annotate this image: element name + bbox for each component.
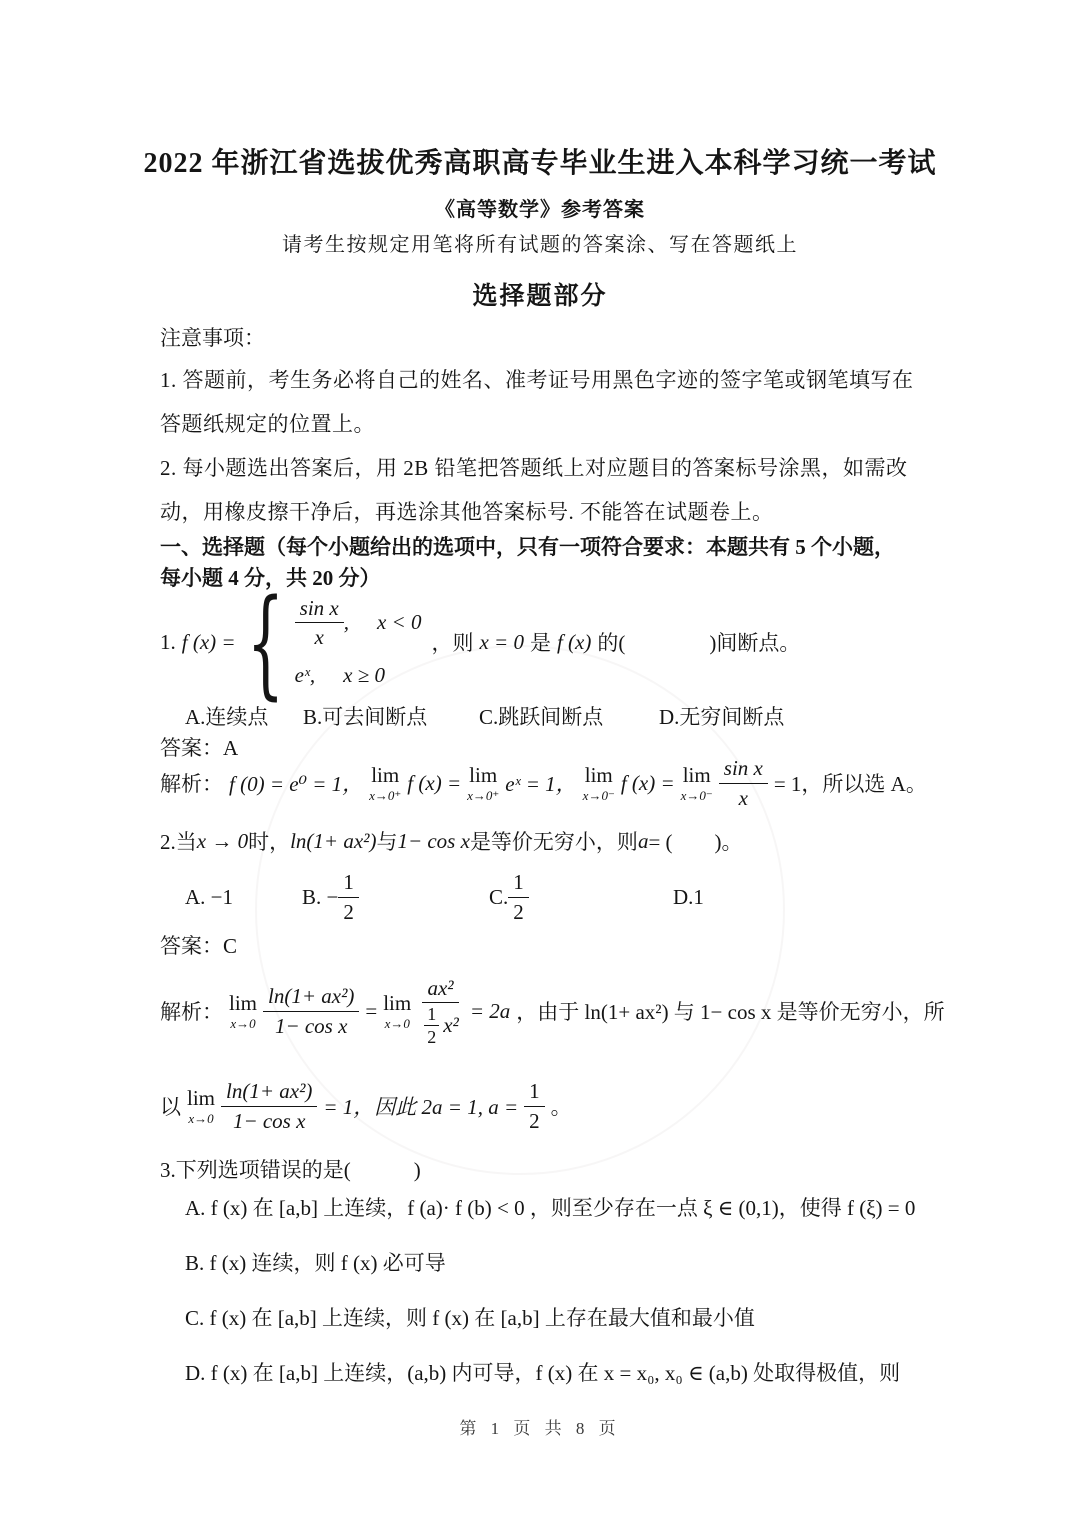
question-2-options [185, 864, 704, 930]
notice-line-1: 1. 答题前，考生务必将自己的姓名、准考证号用黑色字迹的签字笔或钢笔填写在 [160, 368, 914, 392]
question-3-option-a: A. f (x) 在 [a,b] 上连续，f (a)· f (b) < 0 ，则至少存在一点 ξ ∈ (0,1)，使得 f (ξ) = 0 [185, 1196, 916, 1220]
option-d: D.1 [673, 884, 704, 909]
fraction-ln-over-1-minus-cos: $\frac{\text{ln(1+ ax²)}}{\text{1− cos x}}$ [221, 1079, 317, 1132]
question-3-option-b: B. f (x) 连续，则 f (x) 必可导 [185, 1251, 446, 1275]
option-d: D.无穷间断点 [659, 705, 785, 729]
limit-operator: lim x→0⁻ [582, 762, 615, 803]
question-2-analysis-line-1: 解析： lim x→0 $\frac{\text{ln(1+ ax²)}}{\text{1− cos x}}$ = lim x→0 ax² $\frac{1}{2}$ x² = 2a ，由于 ln(1+ ax²) 与 1− cos x 是等价无穷小，所 [160, 975, 945, 1047]
limit-operator: lim x→0⁻ [680, 762, 713, 803]
page-footer: 第 1 页 共 8 页 [459, 1419, 621, 1438]
fraction-one-half: $\frac{1}{2}$ [524, 1079, 545, 1132]
piecewise-cases [295, 596, 422, 688]
question-1-options [185, 701, 784, 731]
piecewise-case-2: eˣ, x ≥ 0 [294, 663, 385, 688]
function-definition: f (x) = [181, 629, 236, 654]
limit-operator: lim x→0 [383, 990, 412, 1031]
question-3-option-d: D. f (x) 在 [a,b] 上连续，(a,b) 内可导，f (x) 在 x = x₀, x₀ ∈ (a,b) 处取得极值，则 [185, 1361, 901, 1385]
option-c: C. $\frac{1}{2}$ [489, 870, 673, 923]
piecewise-brace: { [246, 572, 284, 711]
notice-line-4: 动，用橡皮擦干净后，再选涂其他答案标号. 不能答在试题卷上。 [160, 500, 774, 524]
multiple-choice-heading-line-2: 每小题 4 分，共 20 分） [160, 566, 381, 590]
fraction-one-half: $\frac{1}{2}$ [338, 870, 359, 923]
limit-operator: lim x→0 [229, 990, 258, 1031]
question-3-option-c: C. f (x) 在 [a,b] 上连续，则 f (x) 在 [a,b] 上存在最大值和最小值 [185, 1306, 755, 1330]
multiple-choice-heading-line-1: 一、选择题（每个小题给出的选项中，只有一项符合要求：本题共有 5 个小题， [160, 535, 895, 559]
option-c: C.跳跃间断点 [479, 705, 604, 729]
fraction-one-half: $\frac{1}{2}$ [508, 870, 529, 923]
question-2-analysis-line-2: 以 lim x→0 $\frac{\text{ln(1+ ax²)}}{\text{1− cos x}}$ = 1，因此 2a = 1, a = $\frac{1}{2}$ 。 [160, 1079, 572, 1133]
notice-heading: 注意事项： [160, 326, 265, 350]
limit-operator: lim x→0⁺ [369, 762, 402, 803]
notice-line-2: 答题纸规定的位置上。 [160, 412, 375, 436]
question-1-number: 1. [160, 629, 176, 654]
analysis-label: 解析： [160, 772, 223, 796]
page-title: 2022 年浙江省选拔优秀高职高专毕业生进入本科学习统一考试 [143, 148, 937, 179]
option-b: B. − $\frac{1}{2}$ [302, 870, 489, 923]
question-1-analysis: 解析： f (0) = e⁰ = 1， lim x→0⁺ f (x) = lim x→0⁺ eˣ = 1， lim x→0⁻ f (x) = lim x→0⁻ $\frac{\text{sin x}}{x}$ = 1，所以选 A。 [160, 756, 927, 810]
limit-operator: lim x→0⁺ [467, 762, 500, 803]
option-b: B.可去间断点 [303, 705, 428, 729]
analysis-label: 解析： [160, 1000, 223, 1024]
limit-operator: lim x→0 [187, 1085, 216, 1126]
fraction-sinx-over-x: $\frac{\text{sin x}}{x}$ [295, 596, 344, 649]
document-subtitle: 《高等数学》参考答案 [435, 199, 645, 221]
fraction-ln-over-1-minus-cos: $\frac{\text{ln(1+ ax²)}}{\text{1− cos x}}$ [263, 984, 359, 1037]
question-3-stem: 3.下列选项错误的是( ) [160, 1158, 421, 1182]
question-1-tail: ，则 [431, 631, 474, 655]
fraction-one-half: $\frac{1}{2}$ [422, 1005, 441, 1047]
question-1-stem: 1. f (x) = { $\frac{\text{sin x}}{x}$ , x < 0 eˣ, x ≥ 0 ，则 x = 0 是 f (x) 的( )间断点。 [160, 572, 801, 711]
question-2-answer: 答案：C [160, 934, 238, 958]
option-a: A. −1 [185, 884, 234, 909]
option-a: A.连续点 [185, 705, 269, 729]
fraction-sinx-over-x: $\frac{\text{sin x}}{x}$ [719, 756, 768, 809]
question-2-stem: 2.当 x → 0 时， ln(1+ ax²) 与 1− cos x 是等价无穷小，则 a = ( )。 [160, 828, 743, 854]
piecewise-case-1: $\frac{\text{sin x}}{x}$ , x < 0 [295, 596, 422, 649]
notice-line-3: 2. 每小题选出答案后，用 2B 铅笔把答题纸上对应题目的答案标号涂黑，如需改 [160, 456, 908, 480]
section-title: 选择题部分 [472, 283, 608, 310]
question-1-answer: 答案：A [160, 736, 239, 760]
instruction-line: 请考生按规定用笔将所有试题的答案涂、写在答题纸上 [282, 234, 798, 256]
fraction-ax2-over-half-x2: ax² $\frac{1}{2}$ x² [417, 976, 464, 1047]
